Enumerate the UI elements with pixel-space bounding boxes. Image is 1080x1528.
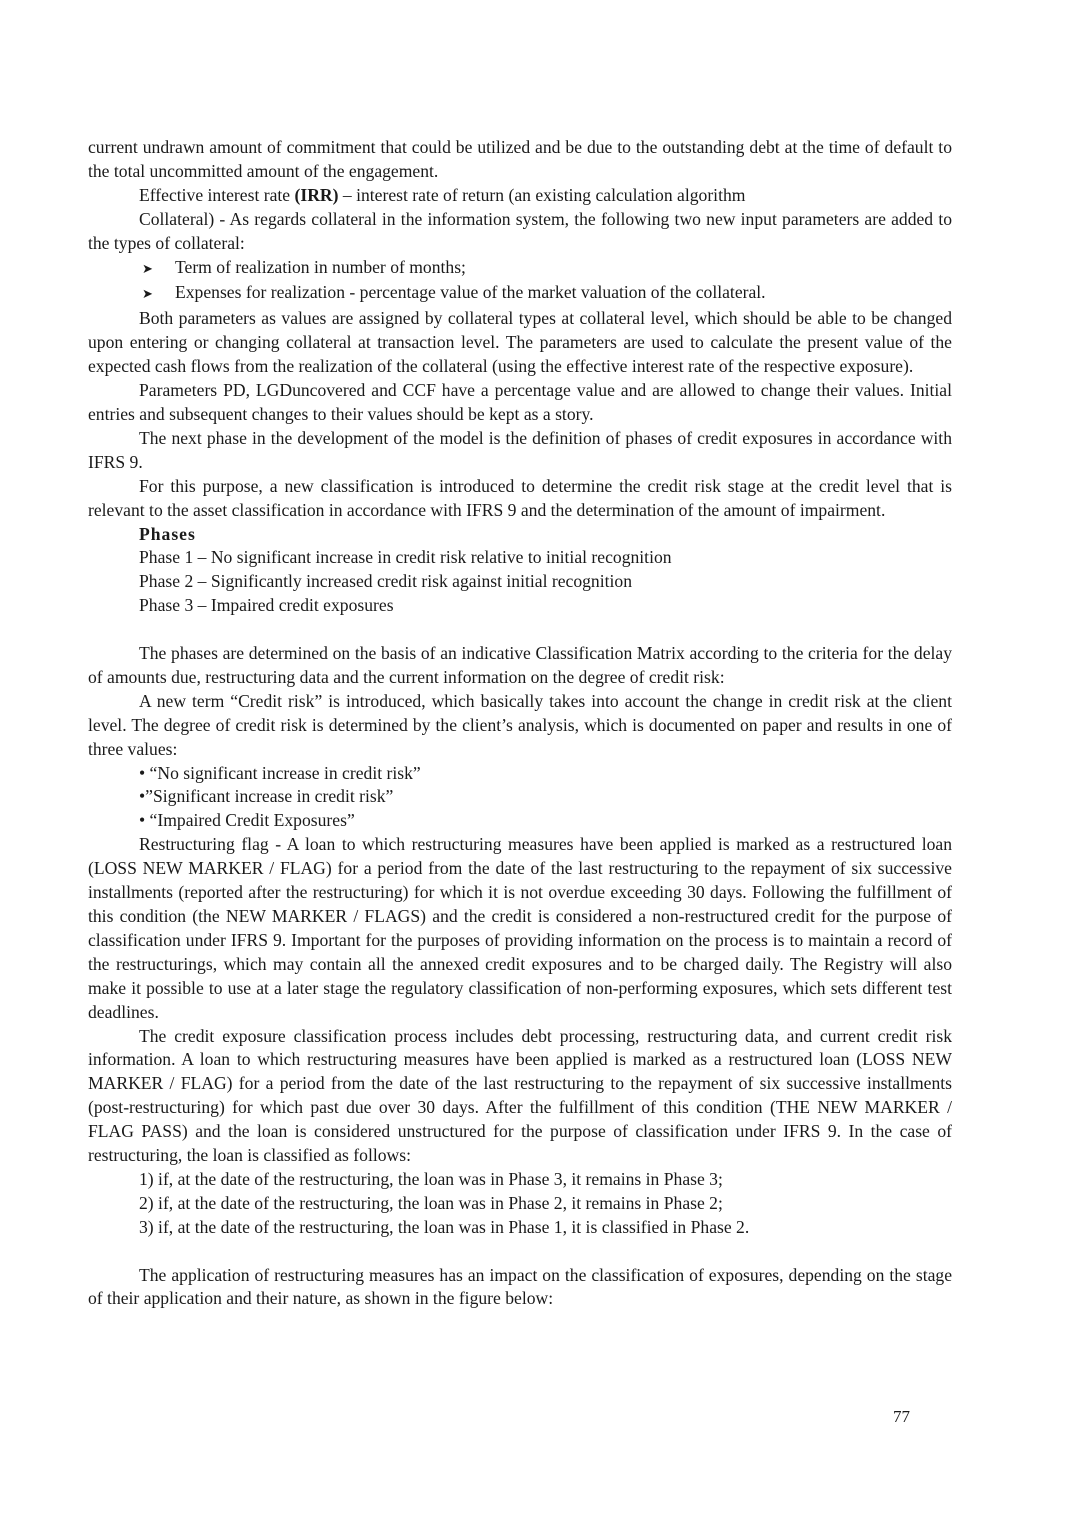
arrow-bullet-icon: ➤ (142, 261, 153, 277)
paragraph-phases-determined: The phases are determined on the basis of an indicative Classification Matrix according to the criteria for the delay of amounts due, restructuring data and the current information on the degree of credit risk: (88, 643, 952, 687)
paragraph-irr (88, 184, 952, 208)
irr-abbreviation: (IRR) (294, 184, 339, 205)
paragraph-pd-lgd-ccf: Parameters PD, LGDuncovered and CCF have a percentage value and are allowed to change their values. Initial entries and subsequent changes to their values should be kept as a story. (88, 380, 952, 424)
credit-risk-value-item: •”Significant increase in credit risk” (139, 786, 394, 807)
arrow-bullet-icon: ➤ (142, 287, 153, 303)
restructuring-rule-item: 1) if, at the date of the restructuring, the loan was in Phase 3, it remains in Phase 3; (139, 1168, 723, 1189)
page-body (88, 136, 952, 1311)
irr-text-post: – interest rate of return (an existing calculation algorithm (338, 184, 746, 205)
credit-risk-value-item: • “No significant increase in credit risk” (139, 762, 421, 783)
paragraph-purpose: For this purpose, a new classification is introduced to determine the credit risk stage at the credit level that is relevant to the asset classification in accordance with IFRS 9 and the determination of the amount of impairment. (88, 475, 952, 520)
paragraph-application: The application of restructuring measures has an impact on the classification of exposures, depending on the stage of their application and their nature, as shown in the figure below: (88, 1264, 952, 1309)
list-item-text: Expenses for realization - percentage value of the market valuation of the collateral. (175, 282, 766, 303)
list-item-collateral-term (88, 256, 952, 282)
paragraph-classification-process: The credit exposure classification process includes debt processing, restructuring data, and current credit risk information. A loan to which restructuring measures have been applied is marked as a restructured loan (LOSS NEW MARKER / FLAG) for a period from the date of the last restructuring to the repayment of six successive installments (post-restructuring) for which past due over 30 days. After the fulfillment of this condition (THE NEW MARKER / FLAG PASS) and the loan is considered unstructured for the purpose of classification under IFRS 9. In the case of restructuring, the loan is classified as follows: (88, 1025, 952, 1166)
paragraph-commitment: current undrawn amount of commitment that could be utilized and be due to the outstanding debt at the time of default to the total uncommitted amount of the engagement. (88, 137, 952, 181)
page-number: 77 (893, 1407, 910, 1426)
paragraph-parameters: Both parameters as values are assigned by collateral types at collateral level, which should be able to be changed upon entering or changing collateral at transaction level. The parameters are used to calculate the present value of the expected cash flows from the realization of the collateral (using the effective interest rate of the respective exposure). (88, 308, 952, 377)
spacer (88, 618, 952, 642)
credit-risk-value-item: • “Impaired Credit Exposures” (139, 810, 355, 831)
spacer (88, 1240, 952, 1264)
list-item-text: Term of realization in number of months; (175, 256, 466, 277)
irr-text-pre: Effective interest rate (139, 184, 295, 205)
restructuring-rule-item: 2) if, at the date of the restructuring, the loan was in Phase 2, it remains in Phase 2; (139, 1192, 723, 1213)
paragraph-collateral: Collateral) - As regards collateral in the information system, the following two new input parameters are added to the types of collateral: (88, 208, 952, 253)
phases-heading: Phases (139, 523, 196, 544)
paragraph-credit-risk-term: A new term “Credit risk” is introduced, which basically takes into account the change in credit risk at the client level. The degree of credit risk is determined by the client’s analysis, which is documented on paper and results in one of three values: (88, 690, 952, 759)
paragraph-restructuring-flag: Restructuring flag - A loan to which restructuring measures have been applied is marked as a restructured loan (LOSS NEW MARKER / FLAG) for a period from the date of the last restructuring to the repayment of six successive installments (reported after the restructuring) for which it is not overdue exceeding 30 days. Following the fulfillment of this condition (the NEW MARKER / FLAGS) and the credit is considered a non-restructured credit for the purpose of classification under IFRS 9. Important for the purposes of providing information on the process is to maintain a record of the restructurings, which may contain all the annexed credit exposures and to be charged daily. The Registry will also make it possible to use at a later stage the regulatory classification of non-performing exposures, which sets different test deadlines. (88, 834, 952, 1022)
phase-item: Phase 2 – Significantly increased credit risk against initial recognition (139, 571, 632, 592)
paragraph-next-phase: The next phase in the development of the model is the definition of phases of credit exposures in accordance with IFRS 9. (88, 427, 952, 472)
restructuring-rule-item: 3) if, at the date of the restructuring, the loan was in Phase 1, it is classified in Phase 2. (139, 1216, 750, 1237)
phase-item: Phase 3 – Impaired credit exposures (139, 595, 394, 616)
list-item-collateral-expenses (88, 281, 952, 307)
phase-item: Phase 1 – No significant increase in credit risk relative to initial recognition (139, 547, 672, 568)
